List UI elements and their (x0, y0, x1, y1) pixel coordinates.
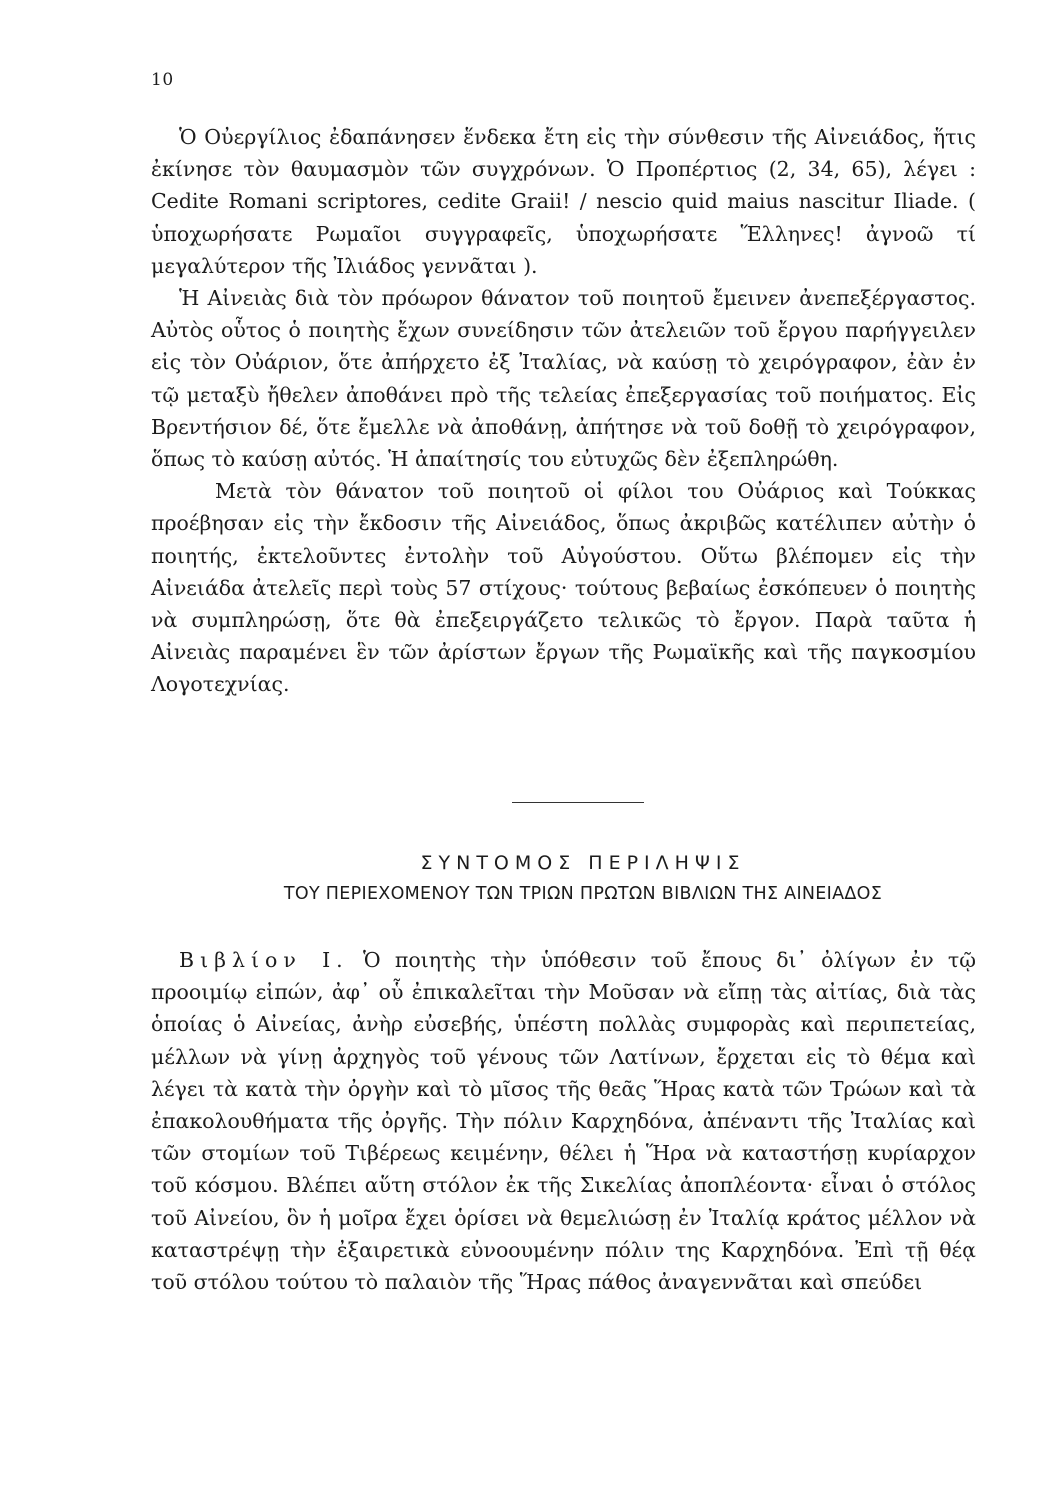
paragraph (151, 944, 976, 1298)
paragraph: Μετὰ τὸν θάνατον τοῦ ποιητοῦ οἱ φίλοι του Οὐάριος καὶ Τούκκας προέβησαν εἰς τὴν ἔκδοσιν τῆς Αἰνειάδος, ὅπως ἀκριβῶς κατέλιπεν αὐτὴν ὁ ποιητής, ἐκτελοῦντες ἐντολὴν τοῦ Αὐγούστου. Οὕτω βλέπομεν εἰς τὴν Αἰνειάδα ἀτελεῖς περὶ τοὺς 57 στίχους· τούτους βεβαίως ἐσκόπευεν ὁ ποιητὴς νὰ συμπληρώσῃ, ὅτε θὰ ἐπεξειργάζετο τελικῶς τὸ ἔργον. Παρὰ ταῦτα ἡ Αἰνειὰς παραμένει ἓν τῶν ἀρίστων ἔργων τῆς Ρωμαϊκῆς καὶ τῆς παγκοσμίου Λογοτεχνίας. (151, 479, 976, 697)
summary-subtitle: ΤΟΥ ΠΕΡΙΕΧΟΜΕΝΟΥ ΤΩΝ ΤΡΙΩΝ ΠΡΩΤΩΝ ΒΙΒΛΙΩΝ ΤΗΣ ΑΙΝΕΙΑΔΟΣ (283, 884, 883, 904)
book-label: Βιβλίον Ι. (179, 948, 349, 972)
summary-title: ΣΥΝΤΟΜΟΣ ΠΕΡΙΛΗΨΙΣ (420, 852, 746, 874)
section-divider (512, 802, 644, 803)
paragraph: Ἡ Αἰνειὰς διὰ τὸν πρόωρον θάνατον τοῦ ποιητοῦ ἔμεινεν ἀνεπεξέργαστος. Αὐτὸς οὗτος ὁ ποιητὴς ἔχων συνείδησιν τῶν ἀτελειῶν τοῦ ἔργου παρήγγειλεν εἰς τὸν Οὐάριον, ὅτε ἀπήρχετο ἐξ Ἰταλίας, νὰ καύσῃ τὸ χειρόγραφον, ἐὰν ἐν τῷ μεταξὺ ἤθελεν ἀποθάνει πρὸ τῆς τελείας ἐπεξεργασίας τοῦ ποιήματος. Εἰς Βρεντήσιον δέ, ὅτε ἔμελλε νὰ ἀποθάνῃ, ἀπήτησε νὰ τοῦ δοθῇ τὸ χειρόγραφον, ὅπως τὸ καύσῃ αὐτός. Ἡ ἀπαίτησίς του εὐτυχῶς δὲν ἐξεπληρώθη. (151, 286, 976, 472)
page-number: 10 (151, 70, 174, 90)
summary-text-section (151, 944, 976, 1298)
paragraph: Ὁ Οὐεργίλιος ἐδαπάνησεν ἕνδεκα ἔτη εἰς τὴν σύνθεσιν τῆς Αἰνειάδος, ἥτις ἐκίνησε τὸν θαυμασμὸν τῶν συγχρόνων. Ὁ Προπέρτιος (2, 34, 65), λέγει : Cedite Romani scriptores, cedite Graii! / nescio quid maius nascitur Iliade. ( ὑποχωρήσατε Ρωμαῖοι συγγραφεῖς, ὑποχωρήσατε Ἕλληνες! ἀγνοῶ τί μεγαλύτερον τῆς Ἰλιάδος γεννᾶται ). (151, 125, 976, 278)
book-text: Ὁ ποιητὴς τὴν ὑπόθεσιν τοῦ ἔπους δι᾽ ὀλίγων ἐν τῷ προοιμίῳ εἰπών, ἀφ᾽ οὗ ἐπικαλεῖται τὴν Μοῦσαν νὰ εἴπῃ τὰς αἰτίας, διὰ τὰς ὁποίας ὁ Αἰνείας, ἀνὴρ εὐσεβής, ὑπέστη πολλὰς συμφορὰς καὶ περιπετείας, μέλλων νὰ γίνῃ ἀρχηγὸς τοῦ γένους τῶν Λατίνων, ἔρχεται εἰς τὸ θέμα καὶ λέγει τὰ κατὰ τὴν ὀργὴν καὶ τὸ μῖσος τῆς θεᾶς Ἥρας κατὰ τῶν Τρώων καὶ τὰ ἐπακολουθήματα τῆς ὀργῆς. Τὴν πόλιν Καρχηδόνα, ἀπέναντι τῆς Ἰταλίας καὶ τῶν στομίων τοῦ Τιβέρεως κειμένην, θέλει ἡ Ἥρα νὰ καταστήσῃ κυρίαρχον τοῦ κόσμου. Βλέπει αὕτη στόλον ἐκ τῆς Σικελίας ἀποπλέοντα· εἶναι ὁ στόλος τοῦ Αἰνείου, ὃν ἡ μοῖρα ἔχει ὁρίσει νὰ θεμελιώσῃ ἐν Ἰταλίᾳ κράτος μέλλον νὰ καταστρέψῃ τὴν ἐξαιρετικὰ εὐνοουμένην πόλιν της Καρχηδόνα. Ἐπὶ τῇ θέᾳ τοῦ στόλου τούτου τὸ παλαιὸν τῆς Ἥρας πάθος ἀναγεννᾶται καὶ σπεύδει (151, 948, 976, 1295)
main-text-section (151, 121, 976, 701)
